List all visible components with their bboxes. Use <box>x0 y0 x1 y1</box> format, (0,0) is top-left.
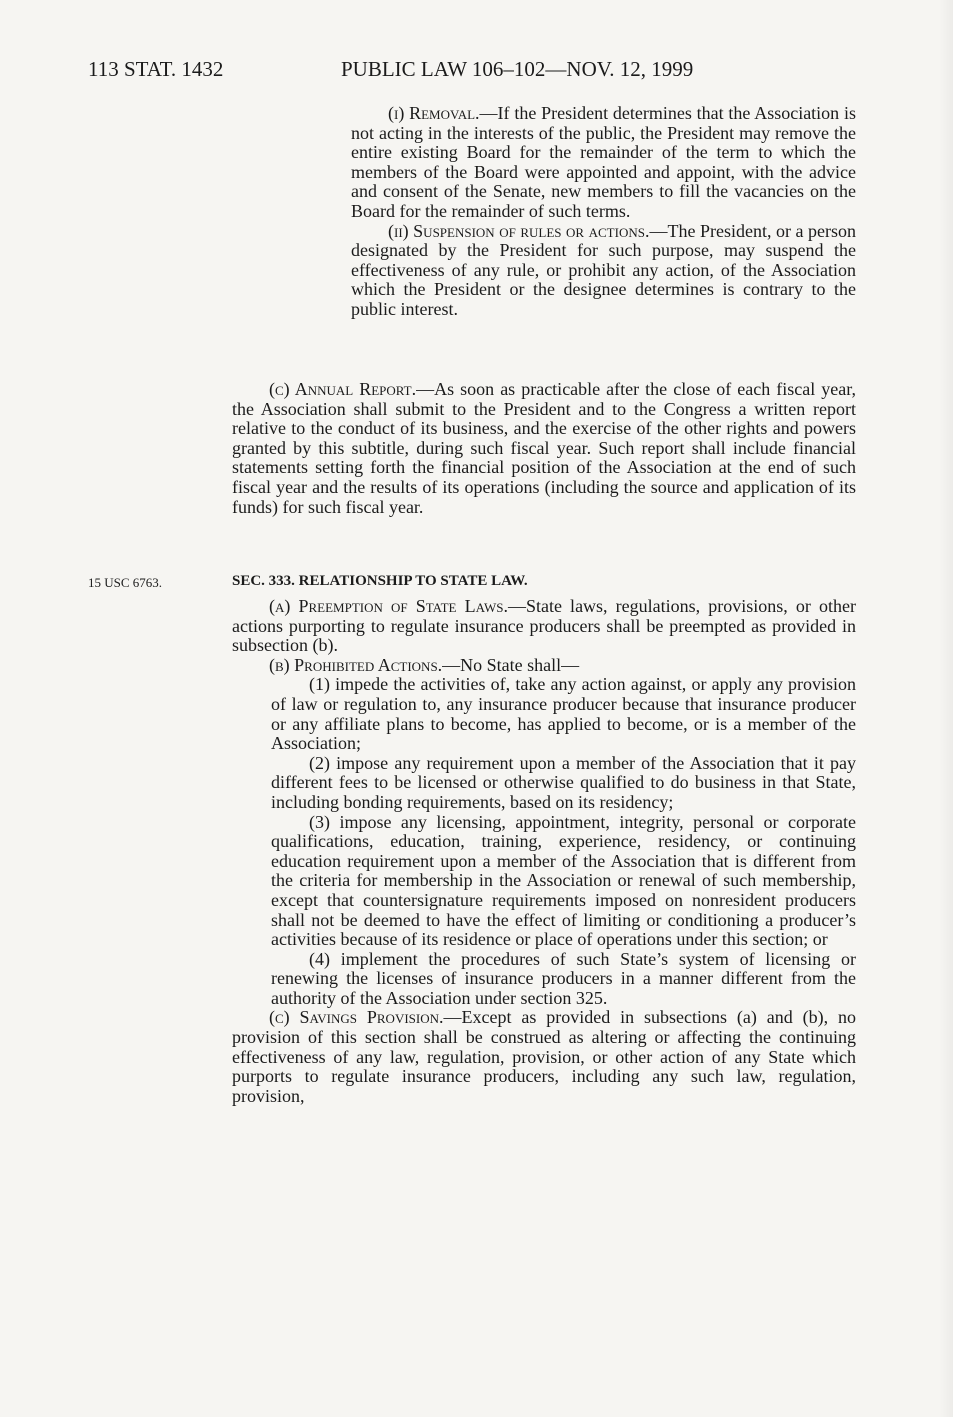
removal-paragraph <box>351 104 856 222</box>
preemption-text: —State laws, regulations, provisions, or other actions purporting to regulate insurance producers shall be preempted as provided in subsection (b). <box>232 596 856 656</box>
prohibited-items-list <box>232 675 856 1008</box>
prohibited-text: —No State shall— <box>442 654 580 675</box>
removal-and-suspension-block <box>351 104 856 320</box>
list-item: (2) impose any requirement upon a member of the Association that it pay different fees to be licensed or otherwise qualified to do business in that State, including bonding requirements, based on its residency; <box>271 752 856 812</box>
annual-report-block <box>232 380 856 517</box>
savings-heading: (c) Savings Provision. <box>269 1007 444 1028</box>
list-item: (3) impose any licensing, appointment, integrity, personal or corporate qualifications, education, training, experience, residency, or continuing education requirement upon a member of the Association that is different from the criteria for membership in the Association or renewal of such membership, except that countersignature requirements imposed on nonresident producers shall not be deemed to have the effect of limiting or conditioning a producer’s activities because of its residence or place of operations under this section; or <box>271 811 856 950</box>
removal-heading: (i) Removal. <box>388 103 480 123</box>
annual-report-text: —As soon as practicable after the close of each fiscal year, the Association shall submit to the President and to the Congress a written report relative to the conduct of its business, and the exercise of the other rights and powers granted by this subtitle, during such fiscal year. Such report shall include financial statements setting forth the financial position of the Association at the end of such fiscal year and the results of its operations (including the source and application of its funds) for such fiscal year. <box>232 379 856 517</box>
usc-margin-note: 15 USC 6763. <box>88 575 163 590</box>
list-item: (1) impede the activities of, take any action against, or apply any provision of law or regulation to, any insurance producer because that insurance producer or any affiliate plans to become, has applied to become, or is a member of the Association; <box>271 674 856 754</box>
section-heading: SEC. 333. RELATIONSHIP TO STATE LAW. <box>232 573 528 589</box>
preemption-paragraph <box>232 597 856 656</box>
suspension-paragraph <box>351 222 856 320</box>
section-333 <box>232 573 856 1106</box>
suspension-heading: (ii) Suspension of rules or actions. <box>388 220 650 241</box>
savings-text: —Except as provided in subsections (a) and (b), no provision of this section shall be construed as altering or affecting the continuing effectiveness of any law, regulation, provision, or other action of any State which purports to regulate insurance producers, including any such law, regulation, provision, <box>232 1007 857 1106</box>
prohibited-heading: (b) Prohibited Actions. <box>269 654 443 675</box>
savings-paragraph <box>232 1008 856 1106</box>
suspension-text: —The President, or a person designated by the President for such purpose, may suspend the effectiveness of any rule, or prohibit any action, of the Association which the President or the designee determines is contrary to the public interest. <box>351 220 856 319</box>
stat-page-number: 113 STAT. 1432 <box>88 57 224 81</box>
preemption-heading: (a) Preemption of State Laws. <box>269 596 508 616</box>
public-law-citation: PUBLIC LAW 106–102—NOV. 12, 1999 <box>341 57 694 81</box>
annual-report-paragraph <box>232 380 856 517</box>
prohibited-paragraph <box>232 656 856 676</box>
removal-text: —If the President determines that the Association is not acting in the interests of the public, the President may remove the entire existing Board for the remainder of the term to which the members of the Board were appointed and appoint, with the advice and consent of the Senate, new members to fill the vacancies on the Board for the remainder of such terms. <box>351 103 856 221</box>
scan-edge-shadow <box>939 0 953 1417</box>
annual-report-heading: (c) Annual Report. <box>269 379 417 399</box>
list-item: (4) implement the procedures of such State’s system of licensing or renewing the licenses of insurance producers in a manner different from the authority of the Association under section 325. <box>271 948 856 1008</box>
